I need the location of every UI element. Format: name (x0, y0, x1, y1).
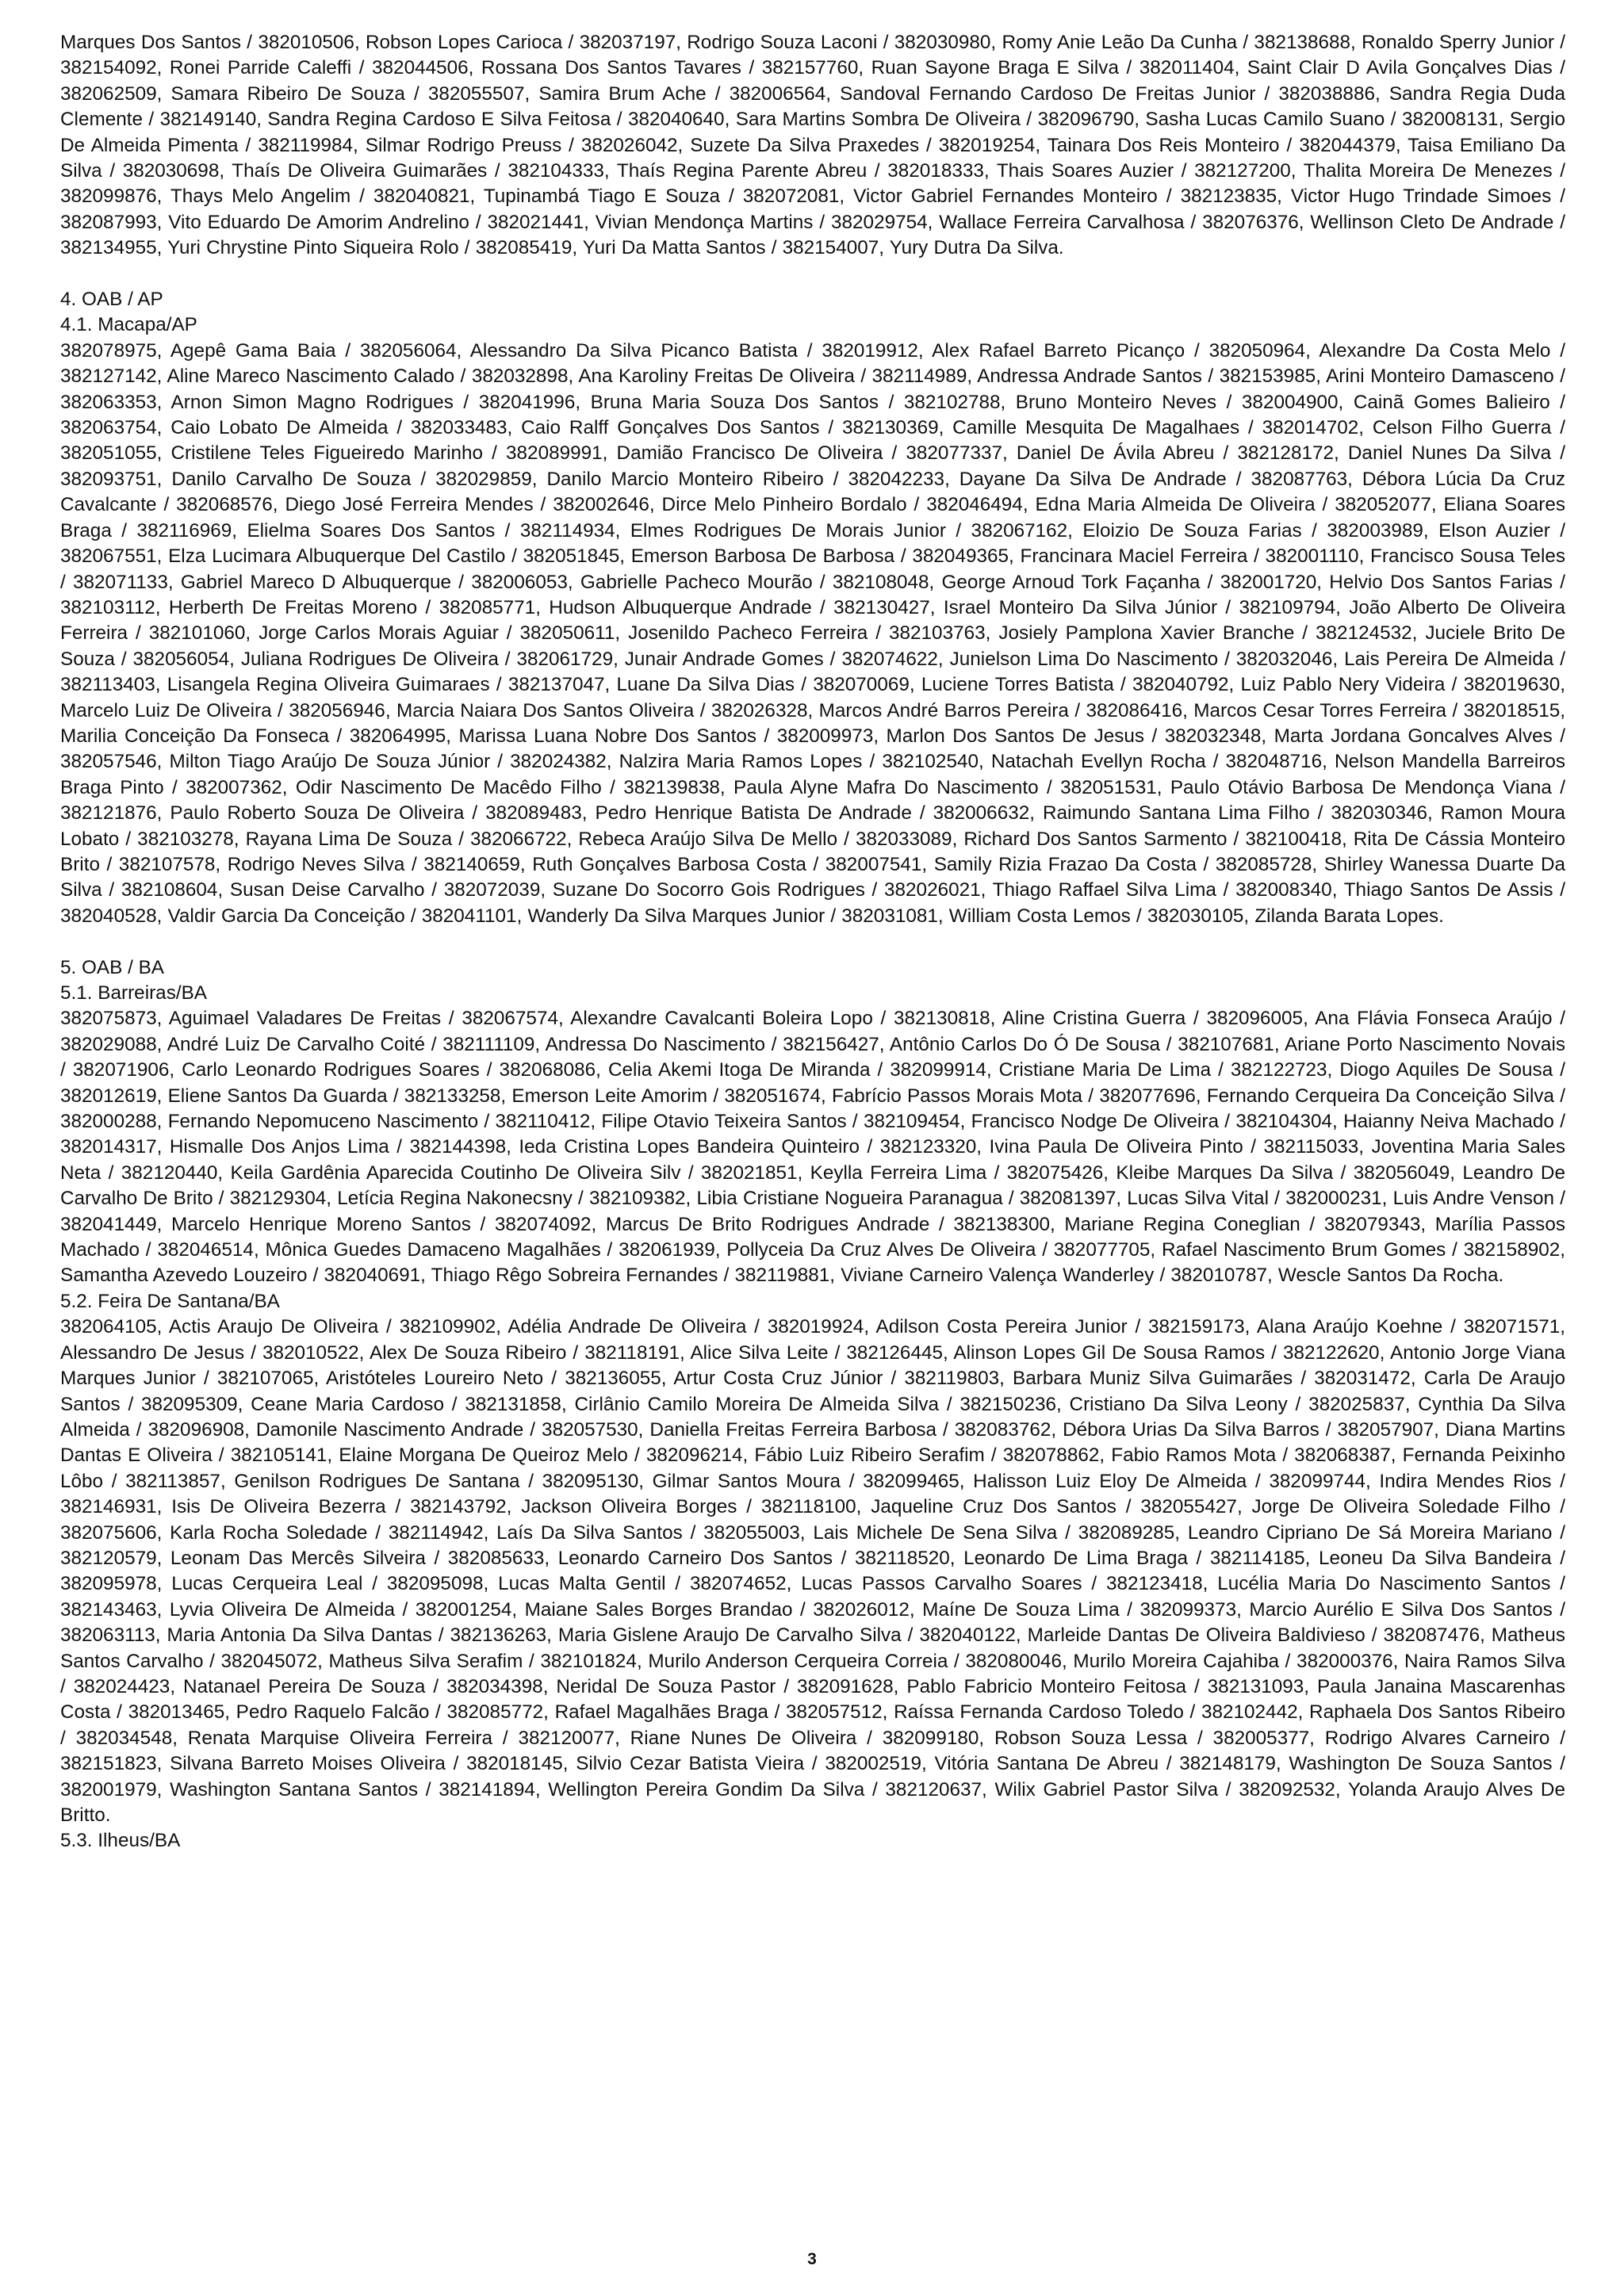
macapa-list: 382078975, Agepê Gama Baia / 382056064, Alessandro Da Silva Picanco Batista / 382019912, Alex Rafael Barreto Picanço / 382050964, Alexandre Da Costa Melo / 382127142, Aline Mareco Nascimento Calado / 382032898, Ana Karoliny Freitas De Oliveira / 382114989, Andressa Andrade Santos / 382153985, Arini Monteiro Damasceno / 382063353, Arnon Simon Magno Rodrigues / 382041996, Bruna Maria Souza Dos Santos / 382102788, Bruno Monteiro Neves / 382004900, Cainã Gomes Balieiro / 382063754, Caio Lobato De Almeida / 382033483, Caio Ralff Gonçalves Dos Santos / 382130369, Camille Mesquita De Magalhaes / 382014702, Celson Filho Guerra / 382051055, Cristilene Teles Figueiredo Marinho / 382089991, Damião Francisco De Oliveira / 382077337, Daniel De Ávila Abreu / 382128172, Daniel Nunes Da Silva / 382093751, Danilo Carvalho De Souza / 382029859, Danilo Marcio Monteiro Ribeiro / 382042233, Dayane Da Silva De Andrade / 382087763, Débora Lúcia Da Cruz Cavalcante / 382068576, Diego José Ferreira Mendes / 382002646, Dirce Melo Pinheiro Bordalo / 382046494, Edna Maria Almeida De Oliveira / 382052077, Eliana Soares Braga / 382116969, Elielma Soares Dos Santos / 382114934, Elmes Rodrigues De Morais Junior / 382067162, Eloizio De Souza Farias / 382003989, Elson Auzier / 382067551, Elza Lucimara Albuquerque Del Castilo / 382051845, Emerson Barbosa De Barbosa / 382049365, Francinara Maciel Ferreira / 382001110, Francisco Sousa Teles / 382071133, Gabriel Mareco D Albuquerque / 382006053, Gabrielle Pacheco Mourão / 382108048, George Arnoud Tork Façanha / 382001720, Helvio Dos Santos Farias / 382103112, Herberth De Freitas Moreno / 382085771, Hudson Albuquerque Andrade / 382130427, Israel Monteiro Da Silva Júnior / 382109794, João Alberto De Oliveira Ferreira / 382101060, Jorge Carlos Morais Aguiar / 382050611, Josenildo Pacheco Ferreira / 382103763, Josiely Pamplona Xavier Branche / 382124532, Juciele Brito De Souza / 382056054, Juliana Rodrigues De Oliveira / 382061729, Junair Andrade Gomes / 382074622, Junielson Lima Do Nascimento / 382032046, Lais Pereira De Almeida / 382113403, Lisangela Regina Oliveira Guimaraes / 382137047, Luane Da Silva Dias / 382070069, Luciene Torres Batista / 382040792, Luiz Pablo Nery Videira / 382019630, Marcelo Luiz De Oliveira / 382056946, Marcia Naiara Dos Santos Oliveira / 382026328, Marcos André Barros Pereira / 382086416, Marcos Cesar Torres Ferreira / 382018515, Marilia Conceição Da Fonseca / 382064995, Marissa Luana Nobre Dos Santos / 382009973, Marlon Dos Santos De Jesus / 382032348, Marta Jordana Goncalves Alves / 382057546, Milton Tiago Araújo De Souza Júnior / 382024382, Nalzira Maria Ramos Lopes / 382102540, Natachah Evellyn Rocha / 382048716, Nelson Mandella Barreiros Braga Pinto / 382007362, Odir Nascimento De Macêdo Filho / 382139838, Paula Alyne Mafra Do Nascimento / 382051531, Paulo Otávio Barbosa De Mendonça Viana / 382121876, Paulo Roberto Souza De Oliveira / 382089483, Pedro Henrique Batista De Andrade / 382006632, Raimundo Santana Lima Filho / 382030346, Ramon Moura Lobato / 382103278, Rayana Lima De Souza / 382066722, Rebeca Araújo Silva De Mello / 382033089, Richard Dos Santos Sarmento / 382100418, Rita De Cássia Monteiro Brito / 382107578, Rodrigo Neves Silva / 382140659, Ruth Gonçalves Barbosa Costa / 382007541, Samily Rizia Frazao Da Costa / 382085728, Shirley Wanessa Duarte Da Silva / 382108604, Susan Deise Carvalho / 382072039, Suzane Do Socorro Gois Rodrigues / 382026021, Thiago Raffael Silva Lima / 382008340, Thiago Santos De Assis / 382040528, Valdir Garcia Da Conceição / 382041101, Wanderly Da Silva Marques Junior / 382031081, William Costa Lemos / 382030105, Zilanda Barata Lopes. (60, 339, 1565, 927)
page-number: 3 (807, 2250, 817, 2268)
document-page (60, 30, 1565, 1854)
spacer (60, 929, 1565, 955)
section-heading-ap: 4. OAB / AP (60, 289, 163, 311)
barreiras-list: 382075873, Aguimael Valadares De Freitas / 382067574, Alexandre Cavalcanti Boleira Lopo / 382130818, Aline Cristina Guerra / 382096005, Ana Flávia Fonseca Araújo / 382029088, André Luiz De Carvalho Coité / 382111109, Andressa Do Nascimento / 382156427, Antônio Carlos Do Ó De Sousa / 382107681, Ariane Porto Nascimento Novais / 382071906, Carlo Leonardo Rodrigues Soares / 382068086, Celia Akemi Itoga De Miranda / 382099914, Cristiane Maria De Lima / 382122723, Diogo Aquiles De Sousa / 382012619, Eliene Santos Da Guarda / 382133258, Emerson Leite Amorim / 382051674, Fabrício Passos Morais Mota / 382077696, Fernando Cerqueira Da Conceição Silva / 382000288, Fernando Nepomuceno Nascimento / 382110412, Filipe Otavio Teixeira Santos / 382109454, Francisco Nodge De Oliveira / 382104304, Haianny Neiva Machado / 382014317, Hismalle Dos Anjos Lima / 382144398, Ieda Cristina Lopes Bandeira Quinteiro / 382123320, Ivina Paula De Oliveira Pinto / 382115033, Joventina Maria Sales Neta / 382120440, Keila Gardênia Aparecida Coutinho De Oliveira Silv / 382021851, Keylla Ferreira Lima / 382075426, Kleibe Marques Da Silva / 382056049, Leandro De Carvalho De Brito / 382129304, Letícia Regina Nakonecsny / 382109382, Libia Cristiane Nogueira Paranagua / 382081397, Lucas Silva Vital / 382000231, Luis Andre Venson / 382041449, Marcelo Henrique Moreno Santos / 382074092, Marcus De Brito Rodrigues Andrade / 382138300, Mariane Regina Coneglian / 382079343, Marília Passos Machado / 382046514, Mônica Guedes Damaceno Magalhães / 382061939, Pollyceia Da Cruz Alves De Oliveira / 382077705, Rafael Nascimento Brum Gomes / 382158902, Samantha Azevedo Louzeiro / 382040691, Thiago Rêgo Sobreira Fernandes / 382119881, Viviane Carneiro Valença Wanderley / 382010787, Wescle Santos Da Rocha. (60, 1008, 1565, 1287)
spacer (60, 262, 1565, 287)
section-heading-ba: 5. OAB / BA (60, 956, 164, 978)
subsection-heading-macapa: 4.1. Macapa/AP (60, 314, 197, 336)
subsection-heading-feira-de-santana: 5.2. Feira De Santana/BA (60, 1290, 280, 1312)
intro-paragraph: Marques Dos Santos / 382010506, Robson Lopes Carioca / 382037197, Rodrigo Souza Laconi / 382030980, Romy Anie Leão Da Cunha / 382138688, Ronaldo Sperry Junior / 382154092, Ronei Parride Caleffi / 382044506, Rossana Dos Santos Tavares / 382157760, Ruan Sayone Braga E Silva / 382011404, Saint Clair D Avila Gonçalves Dias / 382062509, Samara Ribeiro De Souza / 382055507, Samira Brum Ache / 382006564, Sandoval Fernando Cardoso De Freitas Junior / 382038886, Sandra Regia Duda Clemente / 382149140, Sandra Regina Cardoso E Silva Feitosa / 382040640, Sara Martins Sombra De Oliveira / 382096790, Sasha Lucas Camilo Suano / 382008131, Sergio De Almeida Pimenta / 382119984, Silmar Rodrigo Preuss / 382026042, Suzete Da Silva Praxedes / 382019254, Tainara Dos Reis Monteiro / 382044379, Taisa Emiliano Da Silva / 382030698, Thaís De Oliveira Guimarães / 382104333, Thaís Regina Parente Abreu / 382018333, Thais Soares Auzier / 382127200, Thalita Moreira De Menezes / 382099876, Thays Melo Angelim / 382040821, Tupinambá Tiago E Souza / 382072081, Victor Gabriel Fernandes Monteiro / 382123835, Victor Hugo Trindade Simoes / 382087993, Vito Eduardo De Amorim Andrelino / 382021441, Vivian Mendonça Martins / 382029754, Wallace Ferreira Carvalhosa / 382076376, Wellinson Cleto De Andrade / 382134955, Yuri Chrystine Pinto Siqueira Rolo / 382085419, Yuri Da Matta Santos / 382154007, Yury Dutra Da Silva. (60, 32, 1565, 259)
subsection-heading-ilheus: 5.3. Ilheus/BA (60, 1830, 181, 1852)
feira-de-santana-list: 382064105, Actis Araujo De Oliveira / 382109902, Adélia Andrade De Oliveira / 382019924, Adilson Costa Pereira Junior / 382159173, Alana Araújo Koehne / 382071571, Alessandro De Jesus / 382010522, Alex De Souza Ribeiro / 382118191, Alice Silva Leite / 382126445, Alinson Lopes Gil De Sousa Ramos / 382122620, Antonio Jorge Viana Marques Junior / 382107065, Aristóteles Loureiro Neto / 382136055, Artur Costa Cruz Júnior / 382119803, Barbara Muniz Silva Guimarães / 382031472, Carla De Araujo Santos / 382095309, Ceane Maria Cardoso / 382131858, Cirlânio Camilo Moreira De Almeida Silva / 382150236, Cristiano Da Silva Leony / 382025837, Cynthia Da Silva Almeida / 382096908, Damonile Nascimento Andrade / 382057530, Daniella Freitas Ferreira Barbosa / 382083762, Débora Urias Da Silva Barros / 382057907, Diana Martins Dantas E Oliveira / 382105141, Elaine Morgana De Queiroz Melo / 382096214, Fábio Luiz Ribeiro Serafim / 382078862, Fabio Ramos Mota / 382068387, Fernanda Peixinho Lôbo / 382113857, Genilson Rodrigues De Santana / 382095130, Gilmar Santos Moura / 382099465, Halisson Luiz Eloy De Almeida / 382099744, Indira Mendes Rios / 382146931, Isis De Oliveira Bezerra / 382143792, Jackson Oliveira Borges / 382118100, Jaqueline Cruz Dos Santos / 382055427, Jorge De Oliveira Soledade Filho / 382075606, Karla Rocha Soledade / 382114942, Laís Da Silva Santos / 382055003, Lais Michele De Sena Silva / 382089285, Leandro Cipriano De Sá Moreira Mariano / 382120579, Leonam Das Mercês Silveira / 382085633, Leonardo Carneiro Dos Santos / 382118520, Leonardo De Lima Braga / 382114185, Leoneu Da Silva Bandeira / 382095978, Lucas Cerqueira Leal / 382095098, Lucas Malta Gentil / 382074652, Lucas Passos Carvalho Soares / 382123418, Lucélia Maria Do Nascimento Santos / 382143463, Lyvia Oliveira De Almeida / 382001254, Maiane Sales Borges Brandao / 382026012, Maíne De Souza Lima / 382099373, Marcio Aurélio E Silva Dos Santos / 382063113, Maria Antonia Da Silva Dantas / 382136263, Maria Gislene Araujo De Carvalho Silva / 382040122, Marleide Dantas De Oliveira Baldivieso / 382087476, Matheus Santos Carvalho / 382045072, Matheus Silva Serafim / 382101824, Murilo Anderson Cerqueira Correia / 382080046, Murilo Moreira Cajahiba / 382000376, Naira Ramos Silva / 382024423, Natanael Pereira De Souza / 382034398, Neridal De Souza Pastor / 382091628, Pablo Fabricio Monteiro Feitosa / 382131093, Paula Janaina Mascarenhas Costa / 382013465, Pedro Raquelo Falcão / 382085772, Rafael Magalhães Braga / 382057512, Raíssa Fernanda Cardoso Toledo / 382102442, Raphaela Dos Santos Ribeiro / 382034548, Renata Marquise Oliveira Ferreira / 382120077, Riane Nunes De Oliveira / 382099180, Robson Souza Lessa / 382005377, Rodrigo Alvares Carneiro / 382151823, Silvana Barreto Moises Oliveira / 382018145, Silvio Cezar Batista Vieira / 382002519, Vitória Santana De Abreu / 382148179, Washington De Souza Santos / 382001979, Washington Santana Santos / 382141894, Wellington Pereira Gondim Da Silva / 382120637, Wilix Gabriel Pastor Silva / 382092532, Yolanda Araujo Alves De Britto. (60, 1316, 1565, 1826)
subsection-heading-barreiras: 5.1. Barreiras/BA (60, 982, 208, 1004)
